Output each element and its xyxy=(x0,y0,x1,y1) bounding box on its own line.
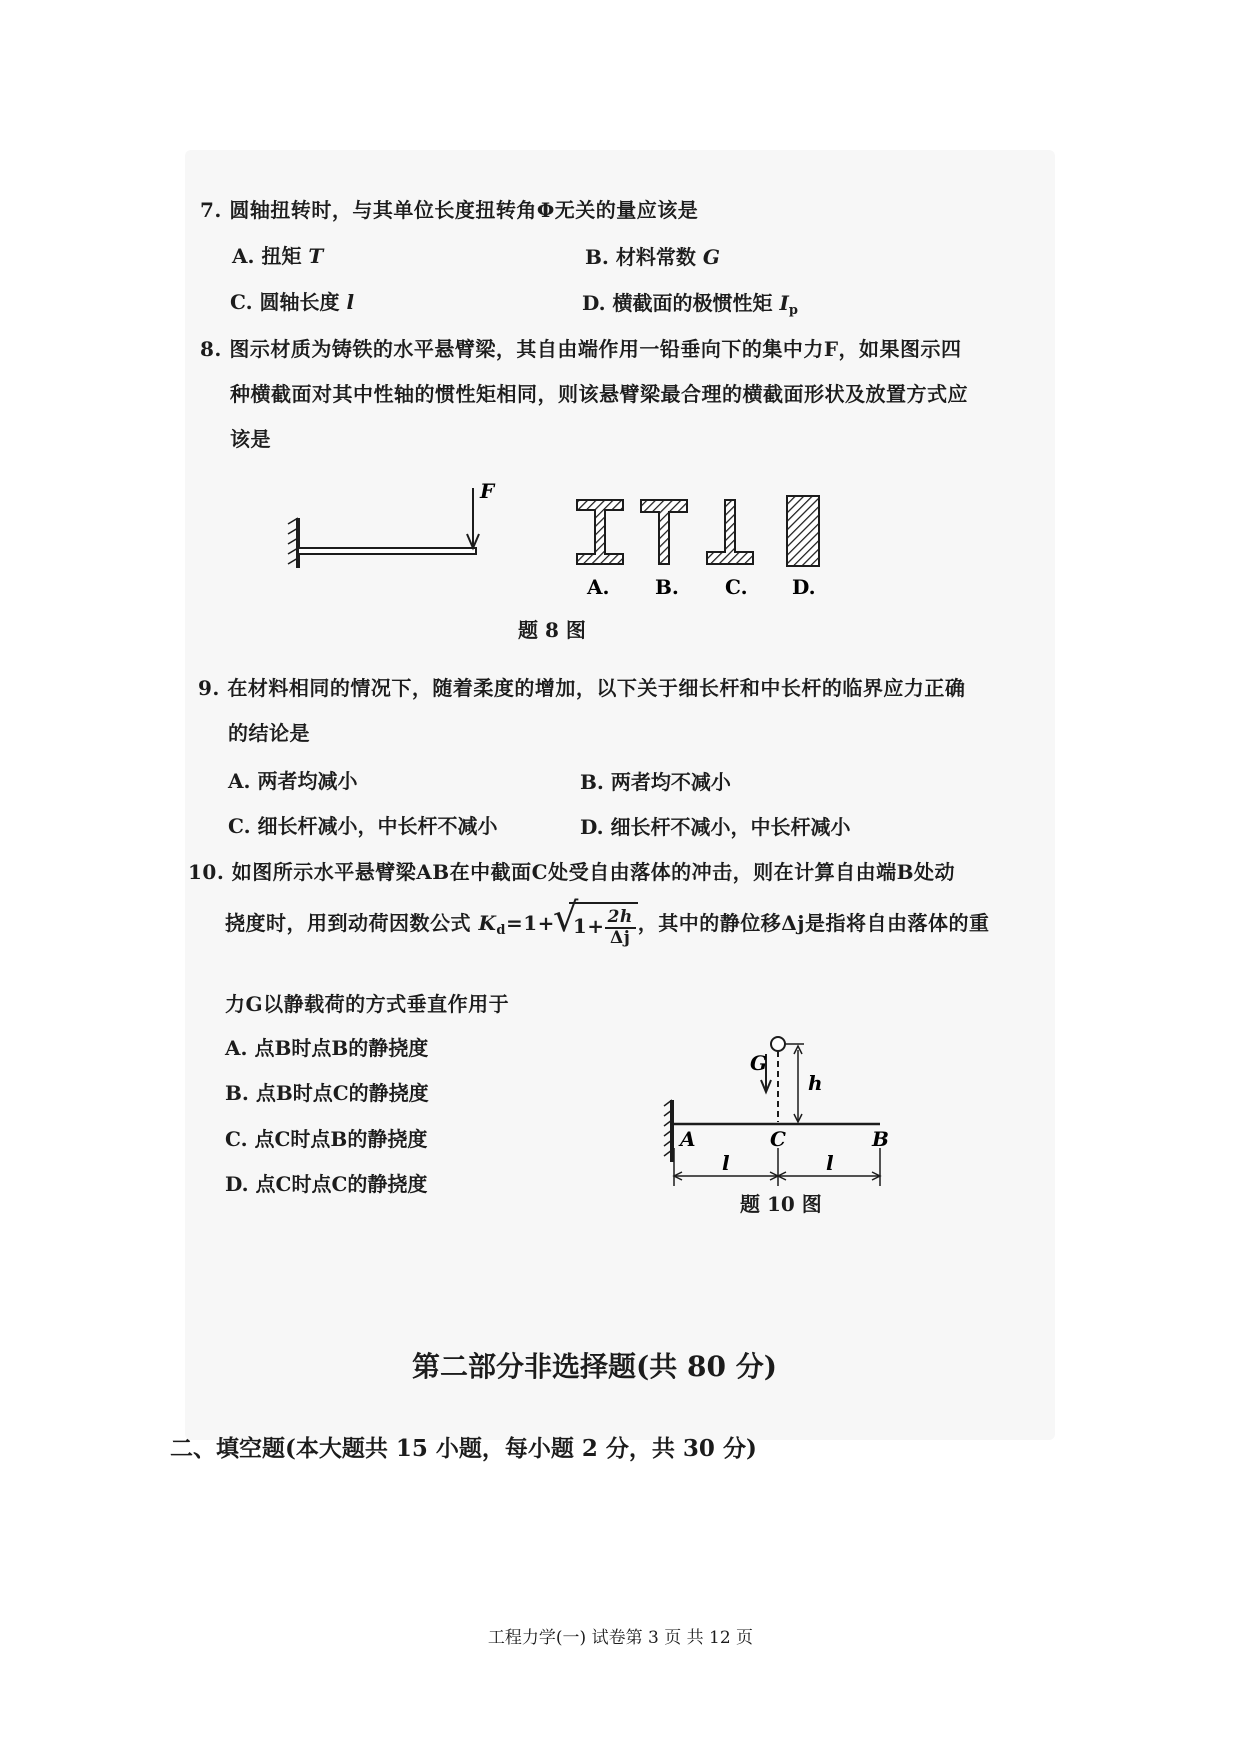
q7-option-d-var: I xyxy=(779,291,789,315)
section-a-i-beam xyxy=(577,500,623,564)
q8-line1: 8. 图示材质为铸铁的水平悬臂梁，其自由端作用一铅垂向下的集中力F，如果图示四 xyxy=(200,337,962,361)
q7-option-c-var: l xyxy=(346,290,355,314)
section-d-rectangle xyxy=(787,496,819,566)
q7-option-c-text: C. 圆轴长度 xyxy=(230,290,340,314)
q10-caption: 题 10 图 xyxy=(740,1192,822,1216)
formula-k: K xyxy=(478,911,497,936)
q7-option-b-var: G xyxy=(702,245,720,269)
section-b-t-beam xyxy=(641,500,687,564)
q7-option-c xyxy=(230,286,354,315)
impact-beam-figure xyxy=(660,1030,900,1190)
q7-option-b-text: B. 材料常数 xyxy=(585,245,696,269)
q7-option-a-text: A. 扭矩 xyxy=(232,244,302,268)
q10-option-b: B. 点B时点C的静挠度 xyxy=(225,1081,429,1105)
q10-line2 xyxy=(225,902,990,951)
section2-title: 二、填空题(本大题共 15 小题，每小题 2 分，共 30 分) xyxy=(170,1435,757,1462)
formula-sqrt xyxy=(569,902,638,947)
cantilever-figure xyxy=(280,478,520,578)
q9-option-c: C. 细长杆减小，中长杆不减小 xyxy=(228,814,498,838)
cross-sections-figure xyxy=(565,488,845,598)
formula-fraction xyxy=(605,908,636,947)
q10-line3: 力G以静载荷的方式垂直作用于 xyxy=(225,992,510,1016)
label-l-right: l xyxy=(826,1151,834,1175)
label-b: B xyxy=(872,1127,889,1151)
q7-option-d xyxy=(582,287,798,318)
page-footer: 工程力学(一) 试卷第 3 页 共 12 页 xyxy=(487,1628,754,1648)
label-g: G xyxy=(750,1051,768,1075)
q10-line2-post: ，其中的静位移Δj是指将自由落体的重 xyxy=(637,911,990,936)
q9-option-a: A. 两者均减小 xyxy=(228,769,358,793)
label-h: h xyxy=(808,1071,823,1095)
q8-line2: 种横截面对其中性轴的惯性矩相同，则该悬臂梁最合理的横截面形状及放置方式应 xyxy=(230,382,968,406)
q7-stem: 7. 圆轴扭转时，与其单位长度扭转角Φ无关的量应该是 xyxy=(200,198,699,222)
part2-heading: 第二部分非选择题(共 80 分) xyxy=(412,1350,777,1383)
label-a: A xyxy=(680,1127,696,1151)
force-label: F xyxy=(480,479,495,503)
q10-option-c: C. 点C时点B的静挠度 xyxy=(225,1127,428,1151)
q10-line2-pre: 挠度时，用到动荷因数公式 xyxy=(225,911,471,936)
section-label-d: D. xyxy=(792,575,816,598)
formula-k-sub: d xyxy=(496,923,506,939)
q10-option-d: D. 点C时点C的静挠度 xyxy=(225,1172,428,1196)
label-c: C xyxy=(770,1127,786,1151)
q7-option-a xyxy=(232,240,323,269)
q9-option-b: B. 两者均不减小 xyxy=(580,770,731,794)
q7-option-d-sub: p xyxy=(788,303,798,318)
formula-inner: 1+ xyxy=(572,914,605,938)
q8-caption: 题 8 图 xyxy=(518,618,586,642)
q9-line1: 9. 在材料相同的情况下，随着柔度的增加，以下关于细长杆和中长杆的临界应力正确 xyxy=(198,676,966,700)
formula-denominator: Δj xyxy=(610,927,631,948)
q7-option-d-text: D. 横截面的极惯性矩 xyxy=(582,291,773,315)
q7-option-b xyxy=(585,241,720,270)
section-label-b: B. xyxy=(655,575,679,598)
formula-numerator: 2h xyxy=(605,908,636,929)
q10-line1: 10. 如图所示水平悬臂梁AB在中截面C处受自由落体的冲击，则在计算自由端B处动 xyxy=(188,860,956,884)
formula-eq: =1+ xyxy=(505,911,555,936)
section-c-inverted-t xyxy=(707,500,753,564)
q10-option-a: A. 点B时点B的静挠度 xyxy=(225,1036,429,1060)
q9-line2: 的结论是 xyxy=(228,721,310,745)
q7-option-a-var: T xyxy=(308,244,324,268)
q9-option-d: D. 细长杆不减小，中长杆减小 xyxy=(580,815,851,839)
section-label-c: C. xyxy=(725,575,748,598)
q8-line3: 该是 xyxy=(230,427,271,451)
label-l-left: l xyxy=(722,1151,730,1175)
section-label-a: A. xyxy=(587,575,610,598)
